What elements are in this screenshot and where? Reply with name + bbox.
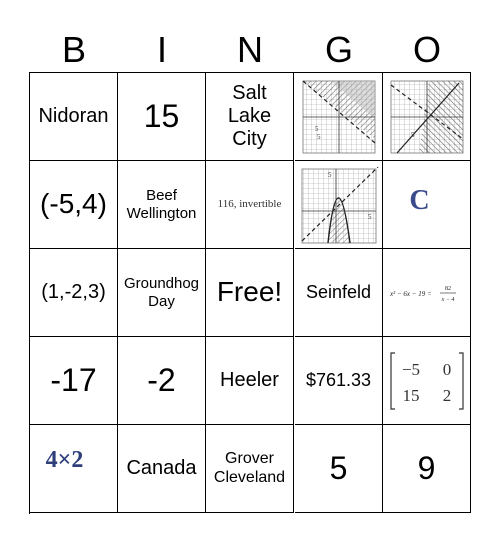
graph-image	[389, 79, 465, 155]
bingo-cell[interactable]	[206, 161, 294, 249]
matrix-entry: 0	[442, 359, 451, 379]
matrix-entry: 2	[442, 385, 451, 405]
bingo-cell[interactable]	[30, 337, 118, 425]
header-letter-i: I	[156, 29, 167, 70]
equation-lhs: x² − 6x − 19 =	[389, 289, 432, 298]
header-letter-g: G	[324, 29, 353, 70]
cell-text: 15	[143, 98, 180, 135]
bingo-cell[interactable]	[30, 161, 118, 249]
bingo-cell[interactable]	[118, 249, 206, 337]
bingo-cell[interactable]	[118, 73, 206, 161]
cell-text: 116, invertible	[217, 198, 282, 211]
bingo-cell[interactable]	[30, 249, 118, 337]
cell-text: Canada	[126, 457, 197, 479]
bingo-cell[interactable]	[383, 161, 471, 249]
cell-text: (-5,4)	[40, 188, 107, 220]
header-letter-b: B	[61, 29, 86, 70]
cell-text: Beef Wellington	[126, 187, 197, 222]
bingo-cell[interactable]	[383, 337, 471, 425]
bingo-cell[interactable]	[206, 425, 294, 513]
parabola-graph-image	[298, 163, 380, 247]
bingo-cell[interactable]	[206, 73, 294, 161]
equation-denominator: x − 4	[441, 296, 454, 303]
cell-text: 4×2	[45, 446, 84, 473]
equation-image	[387, 278, 467, 308]
header-letter-n: N	[237, 29, 263, 70]
cell-text: -17	[50, 362, 97, 399]
matrix-image	[387, 349, 467, 413]
bingo-cell[interactable]	[118, 161, 206, 249]
axis-tick-label: 5	[327, 170, 331, 179]
cell-text: Heeler	[220, 369, 279, 391]
cell-text: Free!	[216, 276, 283, 308]
equation-numerator: 82	[444, 285, 451, 292]
bingo-cell[interactable]	[383, 249, 471, 337]
matrix-entry: 15	[402, 385, 419, 405]
bingo-header	[30, 28, 471, 72]
bingo-cell[interactable]	[30, 425, 118, 513]
cell-text: C	[409, 185, 430, 217]
cell-text: $761.33	[305, 370, 372, 391]
bingo-cell[interactable]	[295, 73, 383, 161]
axis-tick-label: 5	[314, 124, 318, 133]
cell-text: Nidoran	[38, 105, 109, 127]
cell-text: (1,-2,3)	[41, 281, 106, 303]
bingo-cell[interactable]	[383, 73, 471, 161]
bingo-cell[interactable]	[295, 337, 383, 425]
graph-image	[301, 79, 377, 155]
cell-text: Seinfeld	[305, 282, 372, 303]
bingo-cell[interactable]	[383, 425, 471, 513]
axis-tick-label: 5	[410, 130, 414, 139]
bingo-cell[interactable]	[206, 337, 294, 425]
bingo-cell[interactable]	[118, 337, 206, 425]
bingo-cell[interactable]	[295, 425, 383, 513]
bingo-cell[interactable]	[295, 249, 383, 337]
header-letter-o: O	[412, 29, 441, 70]
cell-text: Groundhog Day	[123, 275, 200, 310]
axis-tick-label: 5	[367, 212, 371, 221]
bingo-cell[interactable]	[295, 161, 383, 249]
cell-text: 5	[329, 450, 348, 487]
cell-text: 9	[417, 450, 436, 487]
bingo-cell[interactable]	[30, 73, 118, 161]
axis-tick-label: 5	[316, 132, 320, 141]
cell-text: -2	[147, 362, 176, 399]
cell-text: Salt Lake City	[227, 82, 272, 150]
free-space[interactable]	[206, 249, 294, 337]
cell-text: Grover Cleveland	[213, 450, 286, 486]
bingo-board	[29, 72, 471, 514]
matrix-entry: −5	[401, 359, 420, 379]
bingo-cell[interactable]	[118, 425, 206, 513]
